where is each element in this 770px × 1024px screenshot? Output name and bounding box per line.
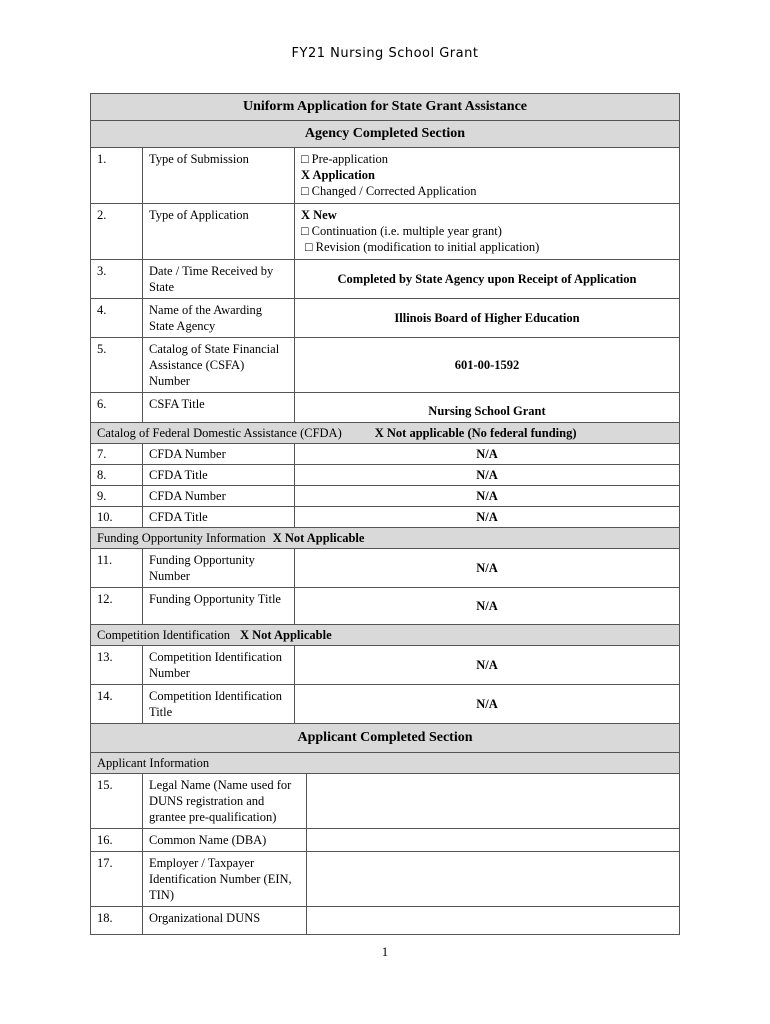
table-row bbox=[91, 338, 680, 393]
agency-section-table bbox=[90, 93, 680, 724]
table-row bbox=[91, 852, 680, 907]
row-number: 14. bbox=[91, 685, 143, 724]
applicant-section-heading: Applicant Completed Section bbox=[91, 724, 680, 753]
table-row bbox=[91, 148, 680, 204]
row-number: 10. bbox=[91, 507, 143, 528]
awarding-agency-value: Illinois Board of Higher Education bbox=[295, 299, 680, 338]
agency-section-heading: Agency Completed Section bbox=[91, 121, 680, 148]
row-number: 6. bbox=[91, 393, 143, 423]
submission-type-options bbox=[295, 148, 680, 204]
row-label: Type of Application bbox=[143, 204, 295, 260]
cfda-label: Catalog of Federal Domestic Assistance (CFDA) bbox=[97, 426, 342, 440]
table-row bbox=[91, 588, 680, 625]
table-row bbox=[91, 260, 680, 299]
cfda-subheader bbox=[91, 423, 680, 444]
option-new[interactable]: X New bbox=[301, 208, 337, 222]
option-revision[interactable]: □ Revision (modification to initial application) bbox=[305, 240, 540, 254]
cfda-not-applicable: X Not applicable (No federal funding) bbox=[374, 426, 577, 440]
table-row bbox=[91, 444, 680, 465]
table-row bbox=[91, 299, 680, 338]
row-number: 2. bbox=[91, 204, 143, 260]
option-continuation[interactable]: □ Continuation (i.e. multiple year grant) bbox=[301, 224, 502, 238]
document-header: FY21 Nursing School Grant bbox=[291, 46, 479, 61]
option-application[interactable]: X Application bbox=[301, 168, 375, 182]
funding-subheader bbox=[91, 528, 680, 549]
competition-subheader bbox=[91, 625, 680, 646]
table-row bbox=[91, 507, 680, 528]
row-number: 11. bbox=[91, 549, 143, 588]
table-row bbox=[91, 829, 680, 852]
competition-title-value: N/A bbox=[295, 685, 680, 724]
row-number: 8. bbox=[91, 465, 143, 486]
applicant-section-table bbox=[90, 723, 680, 935]
row-number: 18. bbox=[91, 907, 143, 935]
table-row bbox=[91, 393, 680, 423]
row-label: Funding Opportunity Number bbox=[143, 549, 295, 588]
table-row bbox=[91, 204, 680, 260]
funding-label: Funding Opportunity Information bbox=[97, 531, 266, 545]
row-label: CFDA Number bbox=[143, 444, 295, 465]
cfda-number-value: N/A bbox=[295, 444, 680, 465]
row-number: 4. bbox=[91, 299, 143, 338]
table-row bbox=[91, 549, 680, 588]
row-label: CFDA Title bbox=[143, 507, 295, 528]
row-label: Organizational DUNS bbox=[143, 907, 307, 935]
row-label: Catalog of State Financial Assistance (CSFA) Number bbox=[143, 338, 295, 393]
duns-field[interactable] bbox=[307, 907, 680, 935]
table-row bbox=[91, 646, 680, 685]
page-number: 1 bbox=[381, 944, 389, 959]
funding-number-value: N/A bbox=[295, 549, 680, 588]
cfda-title-value: N/A bbox=[295, 465, 680, 486]
table-row bbox=[91, 486, 680, 507]
row-label: Legal Name (Name used for DUNS registration and grantee pre-qualification) bbox=[143, 774, 307, 829]
row-number: 9. bbox=[91, 486, 143, 507]
row-label: Common Name (DBA) bbox=[143, 829, 307, 852]
competition-label: Competition Identification bbox=[97, 628, 230, 642]
row-number: 3. bbox=[91, 260, 143, 299]
row-number: 12. bbox=[91, 588, 143, 625]
cfda-title-value: N/A bbox=[295, 507, 680, 528]
csfa-number-value: 601-00-1592 bbox=[295, 338, 680, 393]
option-changed-application[interactable]: □ Changed / Corrected Application bbox=[301, 184, 477, 198]
row-label: Funding Opportunity Title bbox=[143, 588, 295, 625]
funding-not-applicable: X Not Applicable bbox=[272, 531, 365, 545]
row-label: CFDA Title bbox=[143, 465, 295, 486]
row-number: 5. bbox=[91, 338, 143, 393]
applicant-info-subheader: Applicant Information bbox=[91, 753, 680, 774]
row-number: 15. bbox=[91, 774, 143, 829]
row-label: Date / Time Received by State bbox=[143, 260, 295, 299]
csfa-title-value: Nursing School Grant bbox=[295, 393, 680, 423]
table-row bbox=[91, 685, 680, 724]
row-label: CFDA Number bbox=[143, 486, 295, 507]
row-number: 16. bbox=[91, 829, 143, 852]
row-label: Competition Identification Number bbox=[143, 646, 295, 685]
ein-tin-field[interactable] bbox=[307, 852, 680, 907]
form-title: Uniform Application for State Grant Assistance bbox=[91, 94, 680, 121]
funding-title-value: N/A bbox=[295, 588, 680, 625]
row-label: Competition Identification Title bbox=[143, 685, 295, 724]
common-name-field[interactable] bbox=[307, 829, 680, 852]
row-number: 17. bbox=[91, 852, 143, 907]
row-label: CSFA Title bbox=[143, 393, 295, 423]
row-number: 13. bbox=[91, 646, 143, 685]
row-label: Name of the Awarding State Agency bbox=[143, 299, 295, 338]
legal-name-field[interactable] bbox=[307, 774, 680, 829]
table-row bbox=[91, 907, 680, 935]
cfda-number-value: N/A bbox=[295, 486, 680, 507]
row-label: Type of Submission bbox=[143, 148, 295, 204]
table-row bbox=[91, 774, 680, 829]
date-received-value: Completed by State Agency upon Receipt of Application bbox=[295, 260, 680, 299]
application-type-options bbox=[295, 204, 680, 260]
row-label: Employer / Taxpayer Identification Number (EIN, TIN) bbox=[143, 852, 307, 907]
row-number: 1. bbox=[91, 148, 143, 204]
row-number: 7. bbox=[91, 444, 143, 465]
option-pre-application[interactable]: □ Pre-application bbox=[301, 152, 389, 166]
table-row bbox=[91, 465, 680, 486]
competition-number-value: N/A bbox=[295, 646, 680, 685]
competition-not-applicable: X Not Applicable bbox=[239, 628, 332, 642]
